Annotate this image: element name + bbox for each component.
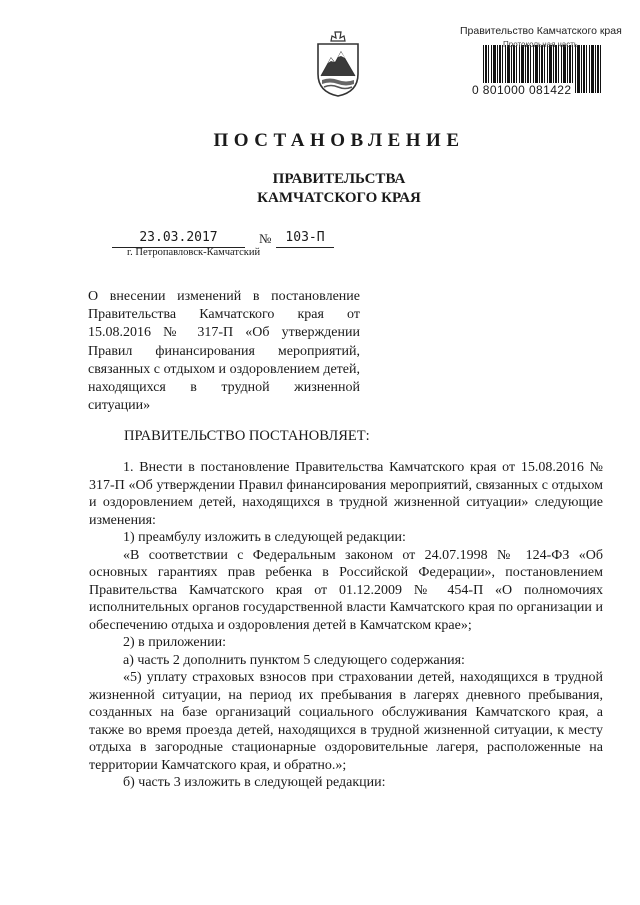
authority-line-1: ПРАВИТЕЛЬСТВА xyxy=(272,171,406,187)
issue-city: г. Петропавловск-Камчатский xyxy=(127,247,261,258)
document-subject: О внесении изменений в постановление Правительства Камчатского края от 15.08.2016 № 317-П «Об утверждении Правил финансирования мероприятий, связанных с отдыхом и оздоровлением детей, находящихся в трудной жизненной ситуации» xyxy=(88,289,360,414)
barcode-digits: 0 801000 081422 xyxy=(472,83,572,97)
document-number: 103-П xyxy=(276,230,334,248)
authority-line-2: КАМЧАТСКОГО КРАЯ xyxy=(257,190,421,206)
issuing-authority xyxy=(0,170,640,208)
body-paragraph: 1) преамбулу изложить в следующей редакции: xyxy=(123,530,406,545)
body-paragraph: «В соответствии с Федеральным законом от 24.07.1998 № 124-ФЗ «Об основных гарантиях прав ребенка в Российской Федерации», постановлением Правительства Камчатского края от 01.12.2009 № 454-П «О полномочиях исполнительных органов государственной власти Камчатского края по организации и обеспечению отдыха и оздоровления детей в Камчатском крае»; xyxy=(89,547,603,633)
number-label: № xyxy=(259,231,272,246)
body-paragraph: а) часть 2 дополнить пунктом 5 следующего содержания: xyxy=(123,652,465,668)
resolution-heading: ПРАВИТЕЛЬСТВО ПОСТАНОВЛЯЕТ: xyxy=(124,428,370,444)
document-body xyxy=(89,459,603,792)
kamchatka-coat-of-arms-icon xyxy=(313,30,363,98)
body-paragraph: 1. Внести в постановление Правительства Камчатского края от 15.08.2016 № 317-П «Об утверждении Правил финансирования мероприятий, связанных с отдыхом и оздоровлением детей, находящихся в трудной жизненной ситуации» следующие изменения: xyxy=(89,460,603,528)
body-paragraph: «5) уплату страховых взносов при страховании детей, находящихся в трудной жизненной ситуации, на период их пребывания в лагерях дневного пребывания, созданных на базе организаций социального обслуживания Камчатского края, а также во время проезда детей, находящихся в трудной жизненной ситуации, к месту отдыха в загородные стационарные оздоровительные лагеря, расположенные на территории Камчатского края, и обратно.»; xyxy=(89,670,603,773)
stamp-subtitle: Протокольная часть xyxy=(503,40,579,49)
body-paragraph: б) часть 3 изложить в следующей редакции: xyxy=(123,775,386,790)
document-title: ПОСТАНОВЛЕНИЕ xyxy=(213,130,465,151)
stamp-organization: Правительство Камчатского края xyxy=(460,25,622,37)
body-paragraph: 2) в приложении: xyxy=(123,635,226,650)
document-date: 23.03.2017 xyxy=(112,230,245,248)
